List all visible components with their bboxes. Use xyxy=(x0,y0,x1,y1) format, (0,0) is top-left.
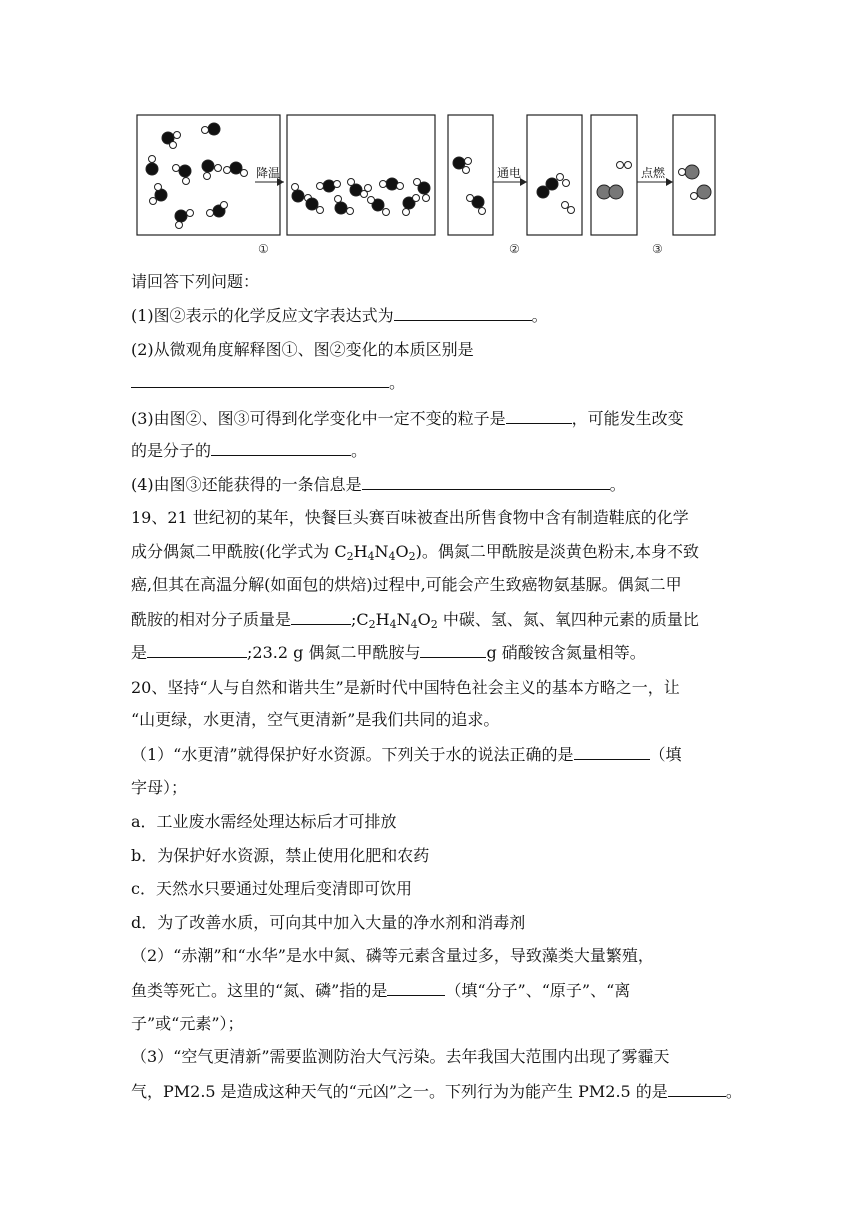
p20-text: 气，PM2.5 是造成这种天气的“元凶”之一。下列行为为能产生 PM2.5 的是 xyxy=(131,1082,668,1101)
answer-blank-19c[interactable] xyxy=(420,641,486,658)
question-3-text-b: ，可能发生改变 xyxy=(571,409,684,428)
p19-text: 中碳、氢、氮、氧四种元素的质量比 xyxy=(437,610,699,629)
instruction: 请回答下列问题： xyxy=(131,272,260,291)
p19-text: g 硝酸铵含氮量相等。 xyxy=(486,643,646,662)
answer-blank-20a[interactable] xyxy=(574,743,650,760)
reactant-molecules xyxy=(597,162,632,200)
p19-text: O xyxy=(395,542,409,561)
p20-text: （填 xyxy=(649,745,682,764)
problem-20-q2-cont xyxy=(131,979,630,1002)
option-c: c．天然水只要通过处理后变清即可饮用 xyxy=(131,879,412,898)
answer-blank-3b[interactable] xyxy=(211,439,351,456)
option-a: a．工业废水需经处理达标后才可排放 xyxy=(131,812,397,831)
label-ignite: 点燃 xyxy=(641,166,666,180)
problem-20-q3-cont xyxy=(131,1080,742,1103)
answer-blank-3a[interactable] xyxy=(506,407,572,424)
figure-number-3: ③ xyxy=(652,242,663,256)
sub: 4 xyxy=(389,618,397,631)
question-2-answer-line xyxy=(131,371,405,394)
water-molecules-electrolysis xyxy=(453,157,486,215)
box-3 xyxy=(448,115,493,235)
question-3 xyxy=(131,407,684,430)
p19-text: N xyxy=(374,542,389,561)
option-b: b．为保护好水资源，禁止使用化肥和农药 xyxy=(131,846,430,865)
p19-text: 是 xyxy=(131,643,148,662)
question-3-end: 。 xyxy=(351,441,368,460)
box-2 xyxy=(287,115,435,235)
problem-20-q2: （2）“赤潮”和“水华”是水中氮、磷等元素含量过多，导致藻类大量繁殖， xyxy=(131,946,654,965)
question-4 xyxy=(131,473,626,496)
sub: 2 xyxy=(346,550,354,563)
p19-text: ;C xyxy=(351,610,369,629)
question-4-end: 。 xyxy=(609,475,626,494)
problem-20-line-1: 20、坚持“人与自然和谐共生”是新时代中国特色社会主义的基本方略之一，让 xyxy=(131,678,680,697)
question-3-cont xyxy=(131,439,367,462)
p20-text: 。 xyxy=(725,1082,742,1101)
figure-number-2: ② xyxy=(509,242,520,256)
label-electrolysis: 通电 xyxy=(497,166,522,180)
p20-text: （填“分子”、“原子”、“离 xyxy=(445,981,631,1000)
p19-text: ;23.2 g 偶氮二甲酰胺与 xyxy=(247,643,421,662)
label-cool: 降温 xyxy=(256,166,281,180)
box-4 xyxy=(527,115,582,235)
question-2-end: 。 xyxy=(389,373,406,392)
problem-19-line-4 xyxy=(131,608,699,636)
sub: 2 xyxy=(408,550,416,563)
problem-20-line-2: “山更绿，水更清，空气更清新”是我们共同的追求。 xyxy=(131,710,500,729)
problem-19-line-5 xyxy=(131,641,646,664)
problem-20-q1 xyxy=(131,743,682,766)
water-molecules-gas xyxy=(146,123,248,229)
water-molecules-liquid xyxy=(292,178,431,216)
question-4-text: (4)由图③还能获得的一条信息是 xyxy=(131,475,362,494)
question-2: (2)从微观角度解释图①、图②变化的本质区别是 xyxy=(131,340,474,359)
sub: 4 xyxy=(388,550,396,563)
option-d: d．为了改善水质，可向其中加入大量的净水剂和消毒剂 xyxy=(131,913,526,932)
box-5 xyxy=(591,115,637,235)
problem-20-q2-end: 子”或“元素”）； xyxy=(131,1014,244,1033)
problem-20-q3: （3）“空气更清新”需要监测防治大气污染。去年我国大范围内出现了雾霾天 xyxy=(131,1047,670,1066)
answer-blank-20c[interactable] xyxy=(668,1080,726,1097)
sub: 2 xyxy=(368,618,376,631)
p19-text: )。偶氮二甲酰胺是淡黄色粉末,本身不致 xyxy=(415,542,699,561)
p20-text: （1）“水更清”就得保护好水资源。下列关于水的说法正确的是 xyxy=(131,745,574,764)
hydrogen-oxygen-molecules xyxy=(537,174,575,214)
sub: 2 xyxy=(430,618,438,631)
question-1-text: (1)图②表示的化学反应文字表达式为 xyxy=(131,306,394,325)
p19-text: H xyxy=(375,610,390,629)
question-1 xyxy=(131,304,548,327)
problem-19-line-1: 19、21 世纪初的某年，快餐巨头赛百味被查出所售食物中含有制造鞋底的化学 xyxy=(131,508,689,527)
question-3-text-c: 的是分子的 xyxy=(131,441,212,460)
sub: 4 xyxy=(410,618,418,631)
problem-19-line-2 xyxy=(131,541,699,568)
molecule-diagram xyxy=(130,108,730,263)
p19-text: 酰胺的相对分子质量是 xyxy=(131,610,292,629)
problem-20-q1-cont: 字母）； xyxy=(131,778,188,797)
answer-blank-2[interactable] xyxy=(131,371,389,388)
answer-blank-19a[interactable] xyxy=(291,608,351,625)
answer-blank-20b[interactable] xyxy=(387,979,445,996)
product-molecules xyxy=(679,165,712,200)
answer-blank-19b[interactable] xyxy=(147,641,247,658)
p19-text: H xyxy=(353,542,368,561)
answer-blank-4[interactable] xyxy=(362,473,610,490)
question-3-text: (3)由图②、图③可得到化学变化中一定不变的粒子是 xyxy=(131,409,506,428)
p20-text: 鱼类等死亡。这里的“氮、磷”指的是 xyxy=(131,981,388,1000)
problem-19-line-3: 癌,但其在高温分解(如面包的烘焙)过程中,可能会产生致癌物氨基脲。偶氮二甲 xyxy=(131,575,682,594)
figure-number-1: ① xyxy=(258,242,269,256)
question-1-end: 。 xyxy=(531,306,548,325)
answer-blank-1[interactable] xyxy=(394,304,532,321)
p19-text: 成分偶氮二甲酰胺(化学式为 C xyxy=(131,542,347,561)
sub: 4 xyxy=(367,550,375,563)
p19-text: O xyxy=(417,610,431,629)
p19-text: N xyxy=(396,610,411,629)
